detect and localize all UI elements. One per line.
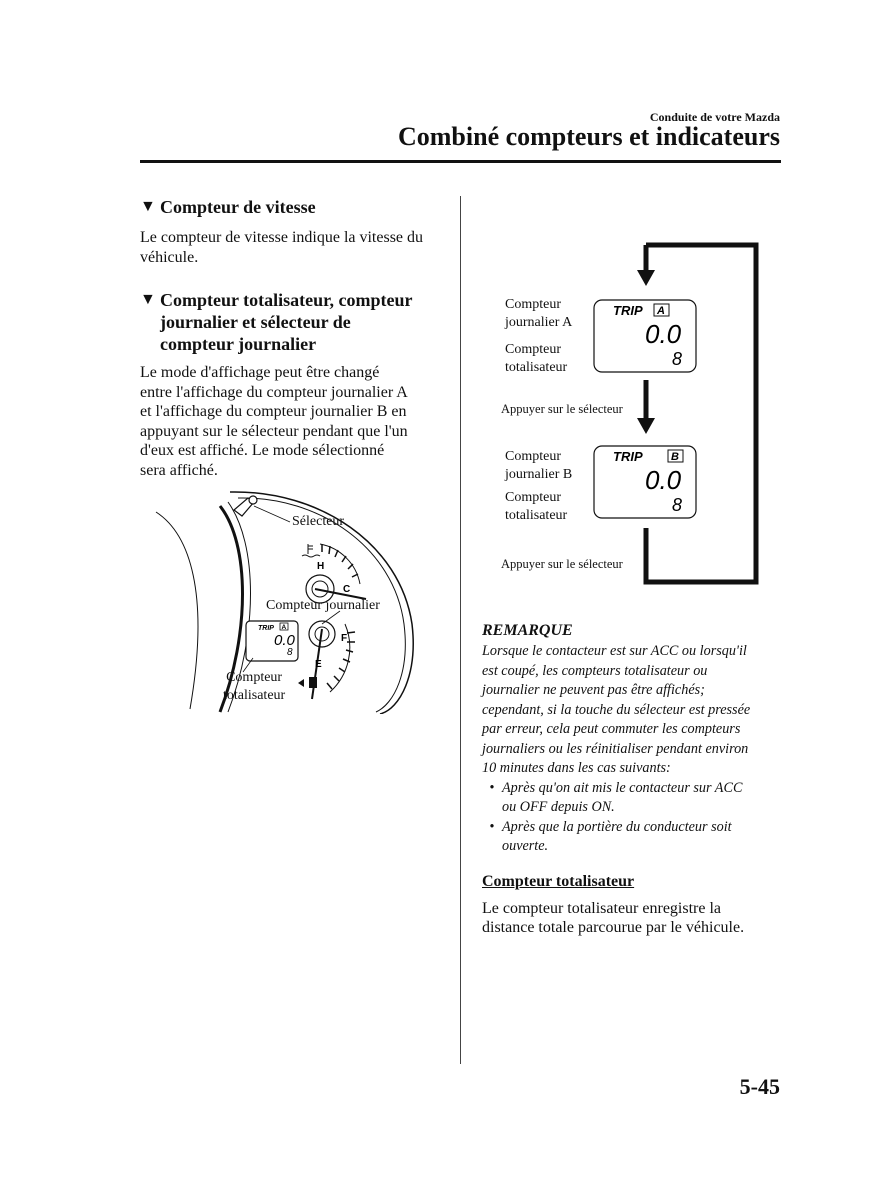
list-item: • Après qu'on ait mis le contacteur sur ACC ou OFF depuis ON. <box>482 779 782 818</box>
triangle-bullet-icon: ▼ <box>140 291 156 308</box>
press-selector-label-2: Appuyer sur le sélecteur <box>501 557 623 571</box>
remark-bullets <box>482 779 782 857</box>
left-column <box>140 196 440 480</box>
chapter-title: Conduite de votre Mazda <box>649 110 780 124</box>
lcd-odo-value: 8 <box>287 647 293 658</box>
lcd-trip-text: TRIP <box>258 625 274 632</box>
header-rule <box>140 160 781 163</box>
display-b-trip-id: B <box>671 451 679 463</box>
display-b-trip-text: TRIP <box>613 449 643 464</box>
gauge-f-mark: F <box>341 633 348 644</box>
coolant-temp-icon <box>302 544 320 557</box>
display-b-odo-value: 8 <box>672 495 683 515</box>
column-divider <box>460 196 461 1064</box>
display-a-trip-id: A <box>657 305 665 317</box>
arrow-down-icon <box>637 418 655 434</box>
speedometer-description: Le compteur de vitesse indique la vitesse du véhicule. <box>140 229 424 266</box>
odometer-label: Compteur totalisateur <box>223 670 286 703</box>
display-b-trip-label: Compteur journalier B <box>505 449 573 482</box>
lcd-trip-value: 0.0 <box>274 632 295 649</box>
display-b-odo-label: Compteur totalisateur <box>505 490 568 523</box>
display-b-trip-value: 0.0 <box>645 465 682 495</box>
display-a-trip-label: Compteur journalier A <box>505 297 573 330</box>
display-a-odo-value: 8 <box>672 349 683 369</box>
gauge-c-mark: C <box>343 584 351 595</box>
arrow-down-icon <box>637 270 655 286</box>
triangle-bullet-icon: ▼ <box>140 198 156 215</box>
odometer-trip-description: Le mode d'affichage peut être changé entre l'affichage du compteur journalier A et l'affichage du compteur journalier B en appuyant sur le sélecteur pendant que l'un d'eux est affiché. Le mode sélectionné sera affiché. <box>140 364 408 479</box>
right-column <box>482 622 782 938</box>
display-a-trip-text: TRIP <box>613 303 643 318</box>
gauge-h-mark: H <box>317 561 325 572</box>
remark-title: REMARQUE <box>482 622 573 639</box>
odometer-trip-heading: ▼ Compteur totalisateur, compteur journalier et sélecteur de compteur journalier <box>140 290 413 354</box>
remark-body: Lorsque le contacteur est sur ACC ou lorsqu'il est coupé, les compteurs totalisateur ou journalier ne peuvent pas être affichés; cependant, si la touche du sélecteur est pressée par erreur, cela peut commuter les compteurs journaliers ou les réinitialiser pendant environ 10 minutes dans les cas suivants: <box>482 643 751 776</box>
gauge-e-mark: E <box>315 659 322 670</box>
bullet-icon: • <box>489 779 495 796</box>
page-number: 5-45 <box>739 1074 780 1099</box>
press-selector-label-1: Appuyer sur le sélecteur <box>501 402 623 416</box>
page-title: Combiné compteurs et indicateurs <box>397 122 780 151</box>
speedometer-heading: ▼ Compteur de vitesse <box>140 197 316 217</box>
loop-arrow <box>646 245 756 582</box>
trip-meter-label: Compteur journalier <box>266 598 380 613</box>
bullet-icon: • <box>489 818 495 835</box>
odometer-description: Le compteur totalisateur enregistre la distance totale parcourue par le véhicule. <box>482 899 745 936</box>
selector-label: Sélecteur <box>292 514 345 529</box>
fuel-pump-icon <box>298 677 317 688</box>
display-a-odo-label: Compteur totalisateur <box>505 342 568 375</box>
display-a-trip-value: 0.0 <box>645 319 682 349</box>
lcd-trip-id: A <box>281 624 287 631</box>
odometer-subheading: Compteur totalisateur <box>482 872 635 890</box>
list-item: • Après que la portière du conducteur soit ouverte. <box>482 818 782 857</box>
